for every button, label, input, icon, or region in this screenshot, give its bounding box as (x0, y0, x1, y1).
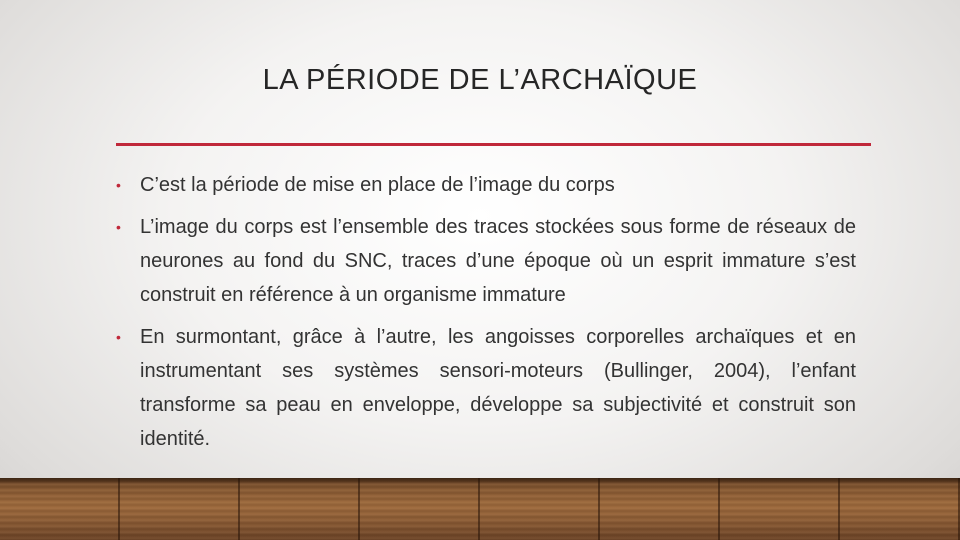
bullet-dot-icon: • (116, 329, 121, 345)
bullet-text: En surmontant, grâce à l’autre, les angoisses corporelles archaïques et en instrumentant ses systèmes sensori-moteurs (Bullinger, 2004), l’enfant transforme sa peau en enveloppe, développe sa subjectivité et construit son identité. (140, 326, 856, 450)
bullet-item (116, 210, 856, 312)
title-divider (116, 143, 871, 146)
bullet-text: C’est la période de mise en place de l’image du corps (140, 174, 615, 196)
bullet-list (116, 168, 856, 464)
bullet-text: L’image du corps est l’ensemble des traces stockées sous forme de réseaux de neurones au fond du SNC, traces d’une époque où un esprit immature s’est construit en référence à un organisme immature (140, 216, 856, 306)
slide-title: LA PÉRIODE DE L’ARCHAÏQUE (262, 64, 698, 96)
wood-floor-decoration (0, 478, 960, 540)
bullet-item (116, 320, 856, 456)
bullet-item (116, 168, 856, 202)
bullet-dot-icon: • (116, 177, 121, 193)
bullet-dot-icon: • (116, 219, 121, 235)
